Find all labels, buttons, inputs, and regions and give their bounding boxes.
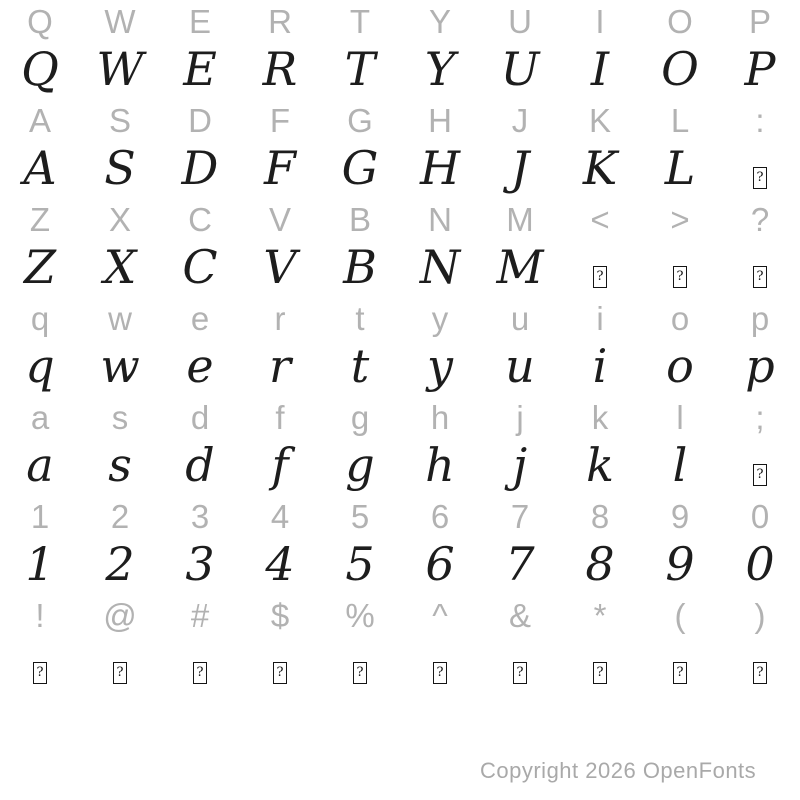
lowercase-top-row [0,299,800,398]
reference-char: S [108,102,131,139]
reference-char: d [190,399,210,436]
reference-char: k [591,399,609,436]
glyph-cell [320,636,400,695]
reference-char: j [516,399,524,436]
glyph-cell [560,240,640,299]
font-glyph: 0 [745,537,775,591]
reference-char: q [30,300,50,337]
reference-char: Y [428,3,451,40]
font-glyph: P [744,42,776,96]
reference-char: ? [750,201,770,238]
font-glyph: Z [24,240,56,294]
reference-char: 0 [750,498,770,535]
reference-row [0,398,800,438]
font-glyph: q [25,339,55,393]
font-glyph: w [100,339,140,393]
reference-char: 5 [350,498,370,535]
missing-glyph-box: ? [673,662,687,684]
reference-char: ) [754,597,766,634]
glyph-cell [480,636,560,695]
reference-char: T [349,3,371,40]
glyph-cell [0,636,80,695]
character-map [0,2,800,695]
reference-char: W [104,3,136,40]
reference-char: H [428,102,452,139]
uppercase-home-row [0,101,800,200]
missing-glyph-box: ? [193,662,207,684]
reference-char: B [348,201,371,238]
font-glyph: t [350,339,370,393]
reference-char: 9 [670,498,690,535]
reference-char: u [510,300,530,337]
font-glyph: I [590,42,610,96]
reference-char: A [28,102,51,139]
reference-char: 7 [510,498,530,535]
reference-char: C [188,201,212,238]
glyph-cell [720,636,800,695]
reference-char: o [670,300,690,337]
reference-char: < [590,201,610,238]
font-glyph: 2 [105,537,135,591]
reference-char: M [506,201,534,238]
glyph-cell [640,240,720,299]
font-glyph: K [582,141,618,195]
reference-char: t [355,300,365,337]
missing-glyph-box: ? [273,662,287,684]
font-glyph: D [181,141,219,195]
font-glyph: C [182,240,218,294]
glyph-cell [560,636,640,695]
font-glyph: 5 [345,537,375,591]
font-glyph: e [186,339,214,393]
glyph-cell [720,240,800,299]
font-glyph: E [183,42,217,96]
reference-char: l [676,399,684,436]
reference-char: ! [35,597,45,634]
reference-char: w [108,300,132,337]
reference-char: D [188,102,212,139]
glyph-cell [160,636,240,695]
missing-glyph-box: ? [353,662,367,684]
font-glyph: V [263,240,297,294]
font-glyph: T [344,42,376,96]
font-glyph: M [496,240,544,294]
reference-char: a [30,399,50,436]
reference-row [0,101,800,141]
reference-char: y [431,300,449,337]
reference-char: L [670,102,690,139]
reference-char: P [748,3,771,40]
font-glyph: 3 [185,537,215,591]
font-glyph: 7 [505,537,535,591]
reference-char: G [347,102,373,139]
uppercase-bottom-row [0,200,800,299]
reference-char: 1 [30,498,50,535]
font-glyph: U [500,42,540,96]
reference-char: 4 [270,498,290,535]
reference-row [0,299,800,339]
reference-char: Z [29,201,51,238]
reference-char: e [190,300,210,337]
missing-glyph-box: ? [753,662,767,684]
font-glyph: 6 [425,537,455,591]
reference-row [0,497,800,537]
font-glyph: L [664,141,696,195]
missing-glyph-box: ? [673,266,687,288]
font-glyph: N [419,240,461,294]
reference-row [0,2,800,42]
font-glyph: f [271,438,289,492]
reference-char: > [670,201,690,238]
glyph-cell [720,141,800,200]
font-glyph: j [512,438,528,492]
font-glyph: s [108,438,132,492]
glyph-cell [400,636,480,695]
uppercase-top-row [0,2,800,101]
reference-char: J [511,102,529,139]
font-glyph: A [23,141,57,195]
reference-char: 8 [590,498,610,535]
missing-glyph-box: ? [593,662,607,684]
reference-row [0,200,800,240]
glyph-cell [720,438,800,497]
font-glyph: o [666,339,694,393]
font-glyph-row [0,141,800,200]
reference-char: : [755,102,765,139]
reference-char: F [269,102,291,139]
font-glyph-row [0,537,800,596]
reference-char: # [190,597,210,634]
missing-glyph-box: ? [113,662,127,684]
font-glyph: S [104,141,136,195]
font-glyph: O [661,42,699,96]
glyph-cell [640,636,720,695]
font-glyph: 4 [265,537,295,591]
glyph-cell [80,636,160,695]
font-glyph-row [0,42,800,101]
reference-char: r [274,300,286,337]
font-glyph: h [425,438,455,492]
font-glyph: g [345,438,375,492]
missing-glyph-box: ? [753,167,767,189]
font-glyph: 1 [25,537,55,591]
symbols-row [0,596,800,695]
charmap-rows [0,2,800,695]
missing-glyph-box: ? [753,266,767,288]
font-glyph: H [419,141,461,195]
reference-char: & [508,597,531,634]
glyph-cell [240,636,320,695]
reference-char: O [667,3,693,40]
reference-char: p [750,300,770,337]
font-glyph: G [341,141,379,195]
reference-char: ^ [432,597,448,634]
font-glyph: p [745,339,775,393]
font-glyph-row [0,240,800,299]
font-glyph: k [586,438,614,492]
reference-char: R [268,3,292,40]
copyright-text: Copyright 2026 OpenFonts [480,758,757,783]
font-glyph: u [505,339,535,393]
reference-char: * [593,597,607,634]
reference-char: $ [270,597,290,634]
reference-char: % [345,597,375,634]
font-glyph: a [26,438,54,492]
reference-row [0,596,800,636]
reference-char: N [428,201,452,238]
missing-glyph-box: ? [33,662,47,684]
font-glyph: 9 [665,537,695,591]
reference-char: 3 [190,498,210,535]
reference-char: E [188,3,211,40]
font-glyph: R [262,42,298,96]
font-glyph: r [269,339,291,393]
font-glyph: B [343,240,377,294]
missing-glyph-box: ? [753,464,767,486]
font-glyph: F [264,141,296,195]
font-glyph: X [103,240,137,294]
reference-char: I [595,3,605,40]
font-glyph-row [0,339,800,398]
reference-char: ; [755,399,765,436]
missing-glyph-box: ? [513,662,527,684]
reference-char: 2 [110,498,130,535]
reference-char: Q [27,3,53,40]
reference-char: g [350,399,370,436]
reference-char: h [430,399,450,436]
font-glyph: l [672,438,688,492]
font-glyph: y [427,339,453,393]
lowercase-home-row [0,398,800,497]
font-glyph: J [510,141,530,195]
reference-char: i [596,300,604,337]
font-glyph: d [185,438,215,492]
font-glyph: W [96,42,144,96]
font-glyph: Y [424,42,456,96]
reference-char: ( [674,597,686,634]
font-glyph-row [0,636,800,695]
missing-glyph-box: ? [433,662,447,684]
digits-row [0,497,800,596]
reference-char: V [268,201,291,238]
font-glyph: 8 [585,537,615,591]
font-glyph-row [0,438,800,497]
reference-char: @ [103,597,137,634]
reference-char: X [108,201,131,238]
font-glyph: i [592,339,608,393]
missing-glyph-box: ? [593,266,607,288]
reference-char: U [508,3,532,40]
reference-char: K [588,102,611,139]
reference-char: s [111,399,129,436]
reference-char: 6 [430,498,450,535]
font-glyph: Q [21,42,59,96]
reference-char: f [275,399,285,436]
